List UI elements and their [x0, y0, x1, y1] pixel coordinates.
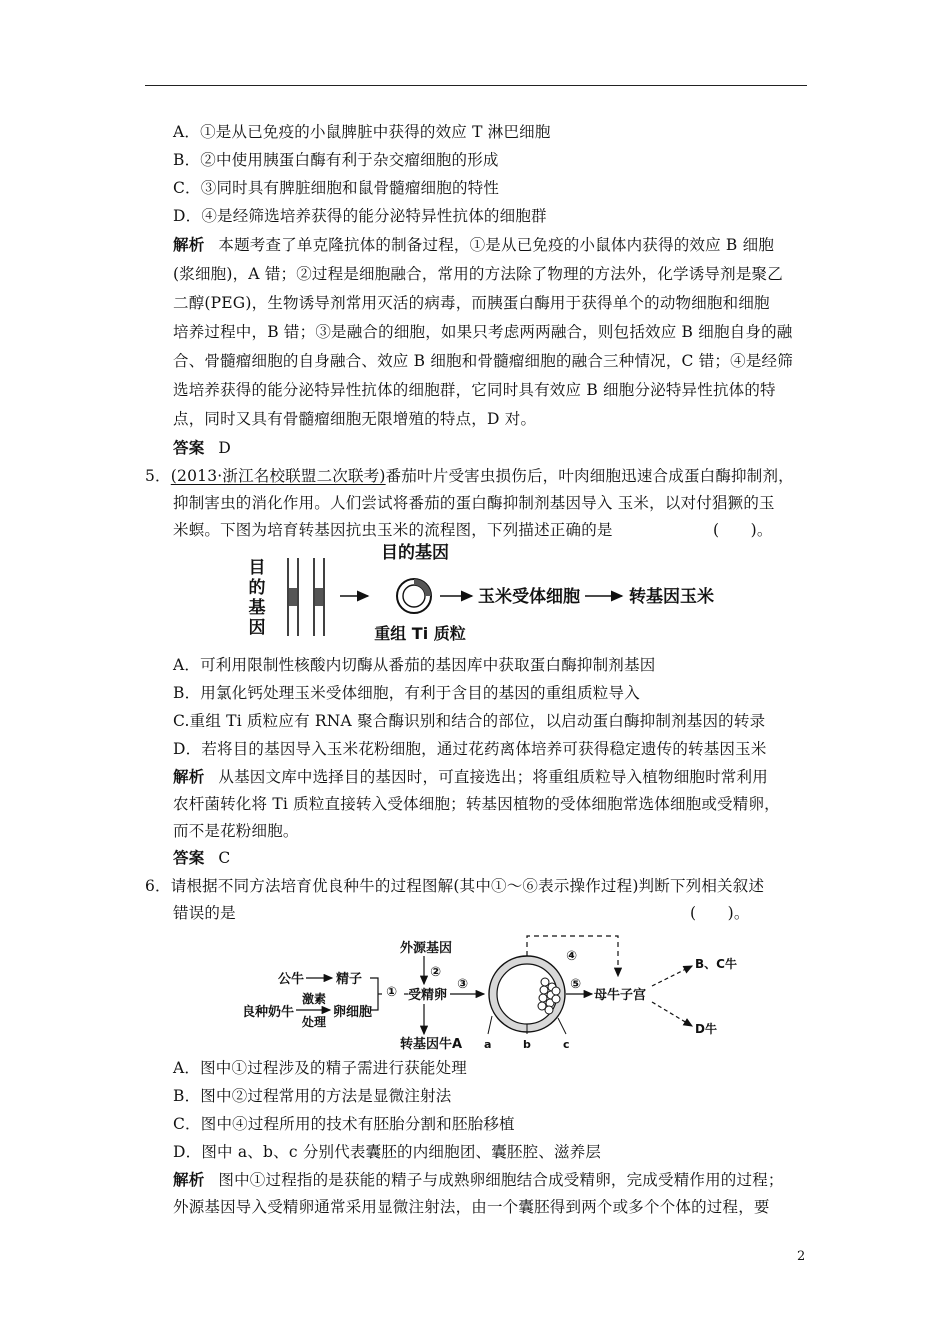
transgenic-cattle-label: 转基因牛A	[400, 1037, 463, 1052]
q4-analysis-line-7: 点，同时又具有骨髓瘤细胞无限增殖的特点，D 对。	[173, 410, 537, 428]
d-cattle-label: D牛	[695, 1022, 717, 1036]
q4-option-d: D．④是经筛选培养获得的能分泌特异性抗体的细胞群	[173, 207, 547, 225]
q6-analysis-line-2: 外源基因导入受精卵通常采用显微注射法，由一个囊胚得到两个或多个个体的过程，要	[173, 1198, 770, 1216]
label-c: c	[563, 1038, 570, 1051]
label-b: b	[523, 1038, 531, 1051]
zygote-label: 受精卵	[408, 988, 448, 1003]
header-rule	[145, 85, 807, 86]
q5-option-c: C.重组 Ti 质粒应有 RNA 聚合酶识别和结合的部位，以启动蛋白酶抑制剂基因的转录	[173, 712, 766, 730]
q5-flow-diagram	[240, 538, 740, 648]
q4-analysis-line-4: 培养过程中，B 错；③是融合的细胞，如果只考虑两两融合，则包括效应 B 细胞自身的融	[173, 323, 793, 341]
foreign-gene-label: 外源基因	[400, 941, 453, 956]
svg-text:基: 基	[248, 598, 266, 618]
uterus-label: 母牛子宫	[594, 988, 647, 1003]
step-3-label: ③	[457, 977, 469, 992]
hormone-label-2: 处理	[302, 1015, 327, 1029]
q5-stem-line-1: 5．(2013·浙江名校联盟二次联考)番茄叶片受害虫损伤后，叶肉细胞迅速合成蛋白酶抑制剂，	[145, 467, 794, 485]
analysis-label: 解析	[173, 235, 205, 254]
step-2-label: ②	[430, 965, 442, 980]
q5-blank: ( )。	[713, 521, 773, 539]
q4-analysis-line-6: 选培养获得的能分泌特异性抗体的细胞群，它同时具有效应 B 细胞分泌特异性抗体的特	[173, 381, 776, 399]
q5-stem-line-3: 米螟。下图为培育转基因抗虫玉米的流程图，下列描述正确的是	[173, 521, 613, 539]
q5-stem-line-2: 抑制害虫的消化作用。人们尝试将番茄的蛋白酶抑制剂基因导入 玉米，以对付猖獗的玉	[173, 494, 775, 512]
arrow-d	[652, 1002, 692, 1026]
step-1-label: ①	[386, 985, 398, 1000]
q4-option-c: C．③同时具有脾脏细胞和鼠骨髓瘤细胞的特性	[173, 179, 500, 197]
label-a: a	[484, 1038, 492, 1051]
q5-option-b: B．用氯化钙处理玉米受体细胞，有利于含目的基因的重组质粒导入	[173, 684, 640, 702]
svg-text:目: 目	[248, 558, 266, 578]
target-gene-vertical-label	[249, 558, 266, 638]
q6-option-a: A．图中①过程涉及的精子需进行获能处理	[173, 1059, 467, 1077]
blastocyst-icon	[489, 956, 565, 1032]
q4-analysis-line-2: (浆细胞)，A 错；②过程是细胞融合，常用的方法除了物理的方法外，化学诱导剂是聚乙	[173, 265, 783, 283]
q5-answer: 答案 C	[173, 848, 231, 867]
cow-label: 良种奶牛	[242, 1005, 295, 1020]
q5-source: (2013·浙江名校联盟二次联考)	[170, 467, 386, 485]
q4-option-b: B．②中使用胰蛋白酶有利于杂交瘤细胞的形成	[173, 151, 499, 169]
plasmid-label: 重组 Ti 质粒	[374, 624, 466, 643]
arrow-bc	[652, 966, 692, 986]
q4-answer: 答案 D	[173, 438, 232, 457]
q6-option-d: D．图中 a、b、c 分别代表囊胚的内细胞团、囊胚腔、滋养层	[173, 1143, 602, 1161]
q4-analysis-line-5: 合、骨髓瘤细胞的自身融合、效应 B 细胞和骨髓瘤细胞的融合三种情况，C 错；④是经筛	[173, 352, 793, 370]
q6-analysis-line-1: 解析 图中①过程指的是获能的精子与成熟卵细胞结合成受精卵，完成受精作用的过程；	[173, 1170, 784, 1189]
q4-analysis-line-3: 二醇(PEG)，生物诱导剂常用灭活的病毒，而胰蛋白酶用于获得单个的动物细胞和细胞	[173, 294, 770, 312]
q6-stem-line-2: 错误的是	[173, 904, 236, 922]
dna-strands	[288, 558, 324, 636]
q5-option-d: D．若将目的基因导入玉米花粉细胞，通过花药离体培养可获得稳定遗传的转基因玉米	[173, 740, 767, 758]
page-number: 2	[797, 1249, 806, 1264]
svg-text:的: 的	[248, 578, 266, 598]
q6-blank: ( )。	[690, 904, 750, 922]
step-5-label: ⑤	[570, 977, 582, 992]
egg-label: 卵细胞	[333, 1005, 373, 1020]
step-4-label: ④	[566, 949, 578, 964]
sperm-label: 精子	[336, 972, 363, 987]
q4-option-a: A．①是从已免疫的小鼠脾脏中获得的效应 T 淋巴细胞	[173, 123, 551, 141]
hormone-label-1: 激素	[302, 992, 327, 1006]
plasmid-icon	[397, 579, 431, 613]
q6-breeding-diagram	[240, 930, 760, 1055]
q6-stem-line-1: 6．请根据不同方法培育优良种牛的过程图解(其中①～⑥表示操作过程)判断下列相关叙述	[145, 877, 765, 895]
q5-analysis-line-3: 而不是花粉细胞。	[173, 822, 299, 840]
q6-option-b: B．图中②过程常用的方法是显微注射法	[173, 1087, 452, 1105]
recipient-cell-label: 玉米受体细胞	[478, 587, 580, 607]
svg-text:因: 因	[248, 618, 266, 638]
q5-option-a: A．可利用限制性核酸内切酶从番茄的基因库中获取蛋白酶抑制剂基因	[173, 656, 656, 674]
q6-option-c: C．图中④过程所用的技术有胚胎分割和胚胎移植	[173, 1115, 515, 1133]
bc-cattle-label: B、C牛	[695, 957, 737, 971]
q5-analysis-line-2: 农杆菌转化将 Ti 质粒直接转入受体细胞；转基因植物的受体细胞常选体细胞或受精卵，	[173, 795, 780, 813]
transgenic-corn-label: 转基因玉米	[629, 587, 714, 607]
q5-analysis-line-1: 解析 从基因文库中选择目的基因时，可直接选出；将重组质粒导入植物细胞时常利用	[173, 767, 768, 786]
bull-label: 公牛	[278, 972, 305, 987]
gene-label: 目的基因	[381, 543, 449, 563]
q4-analysis-line-1: 解析 本题考查了单克隆抗体的制备过程，①是从已免疫的小鼠体内获得的效应 B 细胞	[173, 235, 775, 254]
